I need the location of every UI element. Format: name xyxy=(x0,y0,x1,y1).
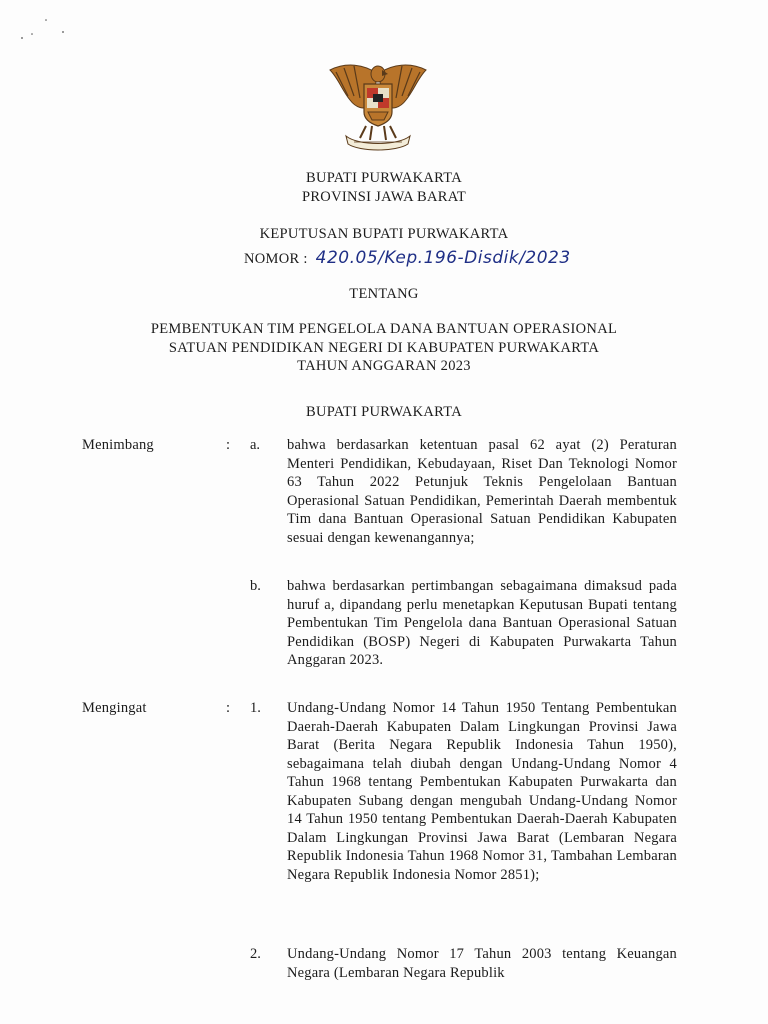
mengingat-item-text: Undang-Undang Nomor 17 Tahun 2003 tentang Keuangan Negara (Lembaran Negara Republik xyxy=(287,946,677,981)
decree-number-handwritten: 420.05/Kep.196-Disdik/2023 xyxy=(315,248,571,268)
mengingat-item-marker: 1. xyxy=(250,700,261,716)
menimbang-item-text: bahwa berdasarkan ketentuan pasal 62 ayat (2) Peraturan Menteri Pendidikan, Kebudayaan, Riset Dan Teknologi Nomor 63 Tahun 2022 Petunjuk Teknis Pengelolaan Bantuan Operasional Satuan Pendidikan, Pemerintah Daerah membentuk Tim dana Bantuan Operasional Satuan Pendidikan Kabupaten sesuai dengan kewenangannya; xyxy=(287,437,677,546)
subject-line-3: TAHUN ANGGARAN 2023 xyxy=(297,358,471,374)
menimbang-item-marker: a. xyxy=(250,437,261,453)
menimbang-colon: : xyxy=(226,437,231,453)
decree-number-line xyxy=(244,248,571,268)
menimbang-item-text: bahwa berdasarkan pertimbangan sebagaimana dimaksud pada huruf a, dipandang perlu menetapkan Keputusan Bupati tentang Pembentukan Tim Pengelola dana Bantuan Operasional Satuan Pendidikan (BOSP) Negeri di Kabupaten Purwakarta Tahun Anggaran 2023. xyxy=(287,578,677,668)
mengingat-colon: : xyxy=(226,700,231,716)
about-heading: TENTANG xyxy=(349,286,419,302)
mengingat-label: Mengingat xyxy=(82,700,147,716)
office-line-2: PROVINSI JAWA BARAT xyxy=(301,189,467,205)
garuda-emblem-icon xyxy=(324,56,432,156)
mengingat-item-marker: 2. xyxy=(250,946,261,962)
issuer-heading: BUPATI PURWAKARTA xyxy=(305,404,463,420)
scan-specks xyxy=(18,14,78,44)
mengingat-item-text: Undang-Undang Nomor 14 Tahun 1950 Tentang Pembentukan Daerah-Daerah Kabupaten Dalam Lingkungan Provinsi Jawa Barat (Berita Negara Republik Indonesia Tahun 1950), sebagaimana telah diubah dengan Undang-Undang Nomor 4 Tahun 1968 tentang Pembentukan Kabupaten Purwakarta dan Kabupaten Subang dengan mengubah Undang-Undang Nomor 14 Tahun 1950 tentang Pembentukan Daerah-Daerah Kabupaten Dalam Lingkungan Provinsi Jawa Barat (Lembaran Negara Republik Indonesia Tahun 1968 Nomor 31, Tambahan Lembaran Negara Republik Indonesia Nomor 2851); xyxy=(287,700,677,883)
menimbang-item-marker: b. xyxy=(250,578,261,594)
decree-number-label: NOMOR : xyxy=(244,251,308,267)
menimbang-label: Menimbang xyxy=(82,437,154,453)
decree-title: KEPUTUSAN BUPATI PURWAKARTA xyxy=(259,226,509,242)
office-line-1: BUPATI PURWAKARTA xyxy=(305,170,463,186)
subject-line-1: PEMBENTUKAN TIM PENGELOLA DANA BANTUAN OPERASIONAL xyxy=(150,321,618,337)
subject-line-2: SATUAN PENDIDIKAN NEGERI DI KABUPATEN PURWAKARTA xyxy=(168,340,600,356)
